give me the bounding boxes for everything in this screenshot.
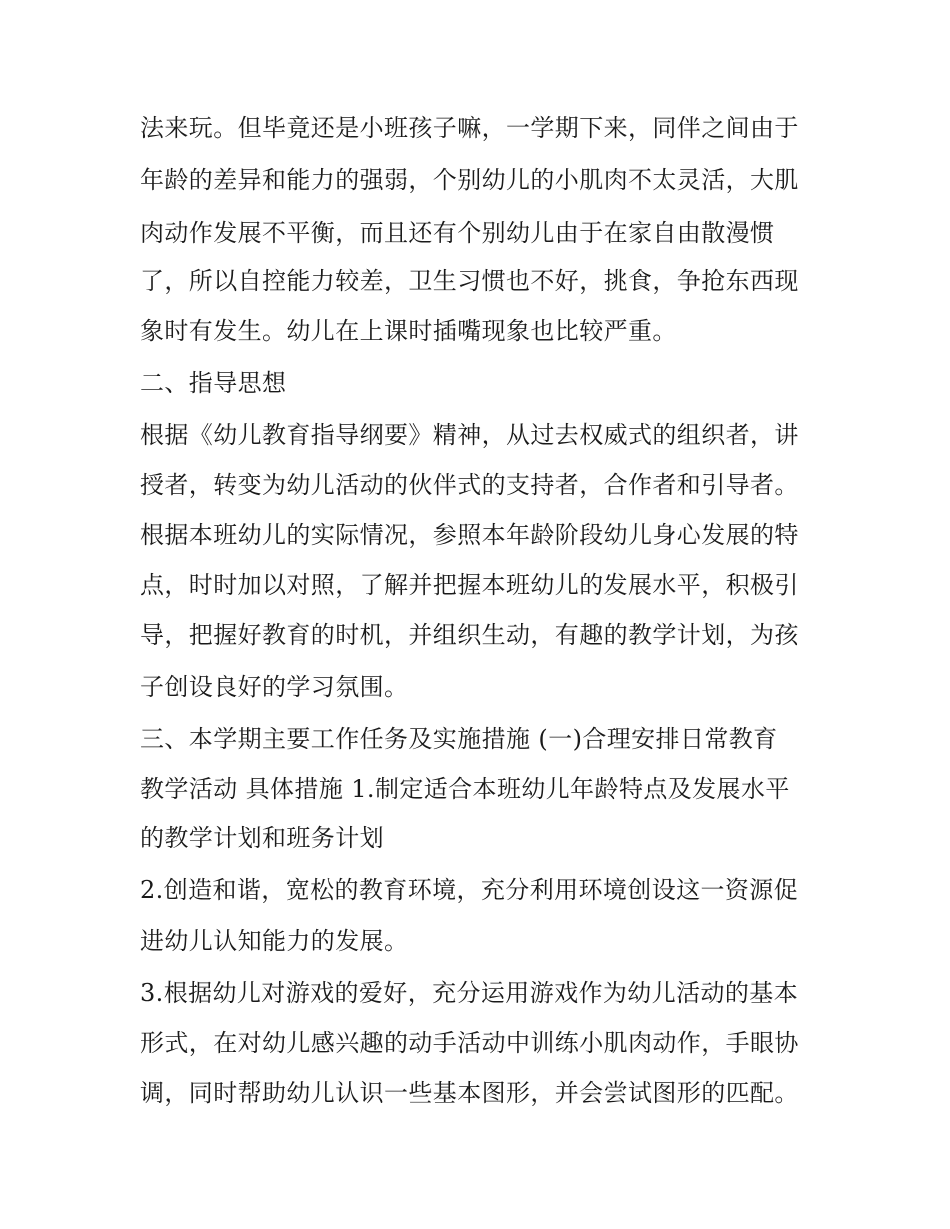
- text-line: 进幼儿认知能力的发展。: [140, 927, 409, 955]
- list-item: 2.创造和谐，宽松的教育环境，充分利用环境创设这一资源促: [140, 876, 799, 904]
- section-heading: 二、指导思想: [140, 369, 287, 397]
- text-line: 象时有发生。幼儿在上课时插嘴现象也比较严重。: [140, 317, 677, 345]
- text-line: 子创设良好的学习氛围。: [140, 673, 409, 701]
- list-item: 3.根据幼儿对游戏的爱好，充分运用游戏作为幼儿活动的基本: [140, 979, 799, 1007]
- text-line: 法来玩。但毕竟还是小班孩子嘛，一学期下来，同伴之间由于: [140, 114, 799, 142]
- text-line: 教学活动 具体措施 1.制定适合本班幼儿年龄特点及发展水平: [140, 775, 790, 803]
- text-line: 的教学计划和班务计划: [140, 824, 384, 852]
- text-line: 调，同时帮助幼儿认识一些基本图形，并会尝试图形的匹配。: [140, 1079, 799, 1107]
- text-line: 授者，转变为幼儿活动的伙伴式的支持者，合作者和引导者。: [140, 471, 799, 499]
- text-line: 导，把握好教育的时机，并组织生动，有趣的教学计划，为孩: [140, 621, 799, 649]
- text-line: 形式，在对幼儿感兴趣的动手活动中训练小肌肉动作，手眼协: [140, 1029, 799, 1057]
- text-line: 年龄的差异和能力的强弱，个别幼儿的小肌肉不太灵活，大肌: [140, 166, 799, 194]
- text-line: 点，时时加以对照，了解并把握本班幼儿的发展水平，积极引: [140, 571, 799, 599]
- section-heading: 三、本学期主要工作任务及实施措施 (一)合理安排日常教育: [140, 725, 778, 753]
- text-line: 肉动作发展不平衡，而且还有个别幼儿由于在家自由散漫惯: [140, 219, 775, 247]
- text-line: 根据本班幼儿的实际情况，参照本年龄阶段幼儿身心发展的特: [140, 521, 799, 549]
- text-line: 了，所以自控能力较差，卫生习惯也不好，挑食，争抢东西现: [140, 267, 799, 295]
- text-line: 根据《幼儿教育指导纲要》精神，从过去权威式的组织者，讲: [140, 421, 799, 449]
